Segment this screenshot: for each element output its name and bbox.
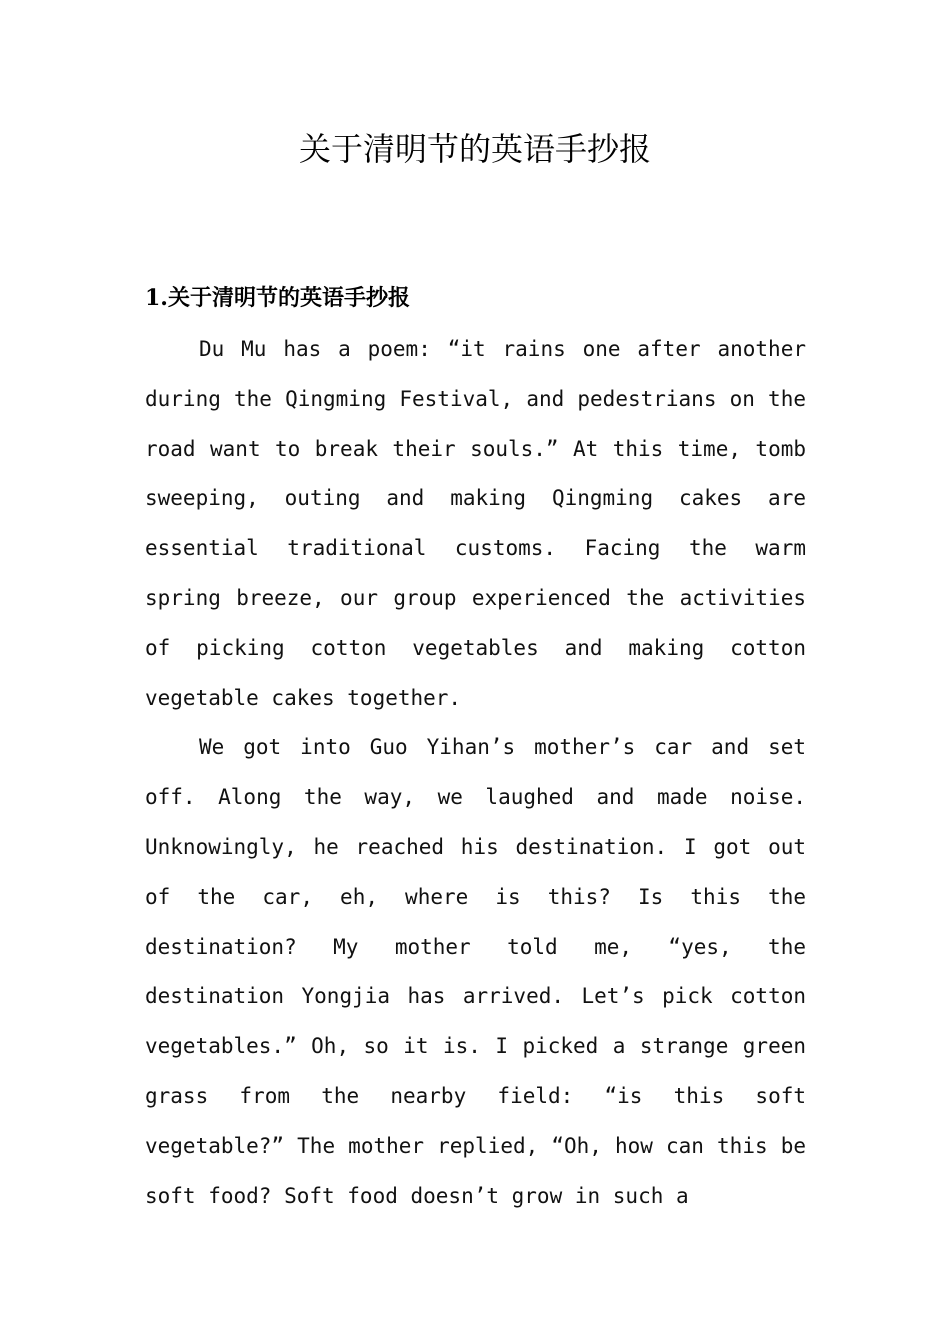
- document-title: 关于清明节的英语手抄报: [298, 130, 651, 168]
- paragraph-2: We got into Guo Yihan’s mother’s car and set off. Along the way, we laughed and made noise. Unknowingly, he reached his destination. I got out of the car, eh, where is this? Is this the destination? My mother told me, “yes, the destination Yongjia has arrived. Let’s pick cotton vegetables.” Oh, so it is. I picked a strange green grass from the nearby field: “is this soft vegetable?” The mother replied, “Oh, how can this be soft food? Soft food doesn’t grow in such a: [145, 735, 806, 1208]
- paragraph-1: Du Mu has a poem: “it rains one after another during the Qingming Festival, and pedestrians on the road want to break their souls.” At this time, tomb sweeping, outing and making Qingming cakes are essential traditional customs. Facing the warm spring breeze, our group experienced the activities of picking cotton vegetables and making cotton vegetable cakes together.: [145, 337, 806, 710]
- document-body: [145, 325, 806, 1221]
- section-heading: 1.关于清明节的英语手抄报: [145, 285, 410, 311]
